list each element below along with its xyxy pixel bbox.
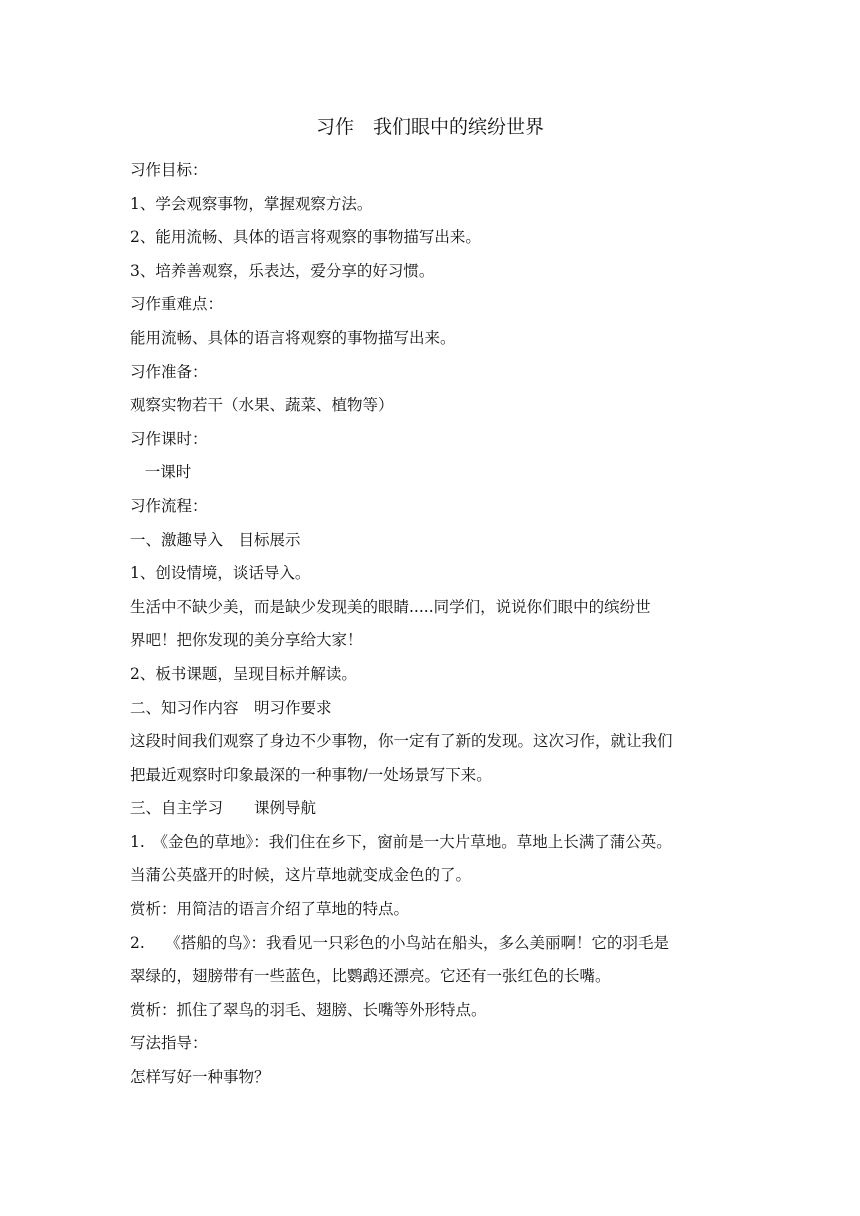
text-line: 赏析：用简洁的语言介绍了草地的特点。 [130, 900, 410, 919]
text-line: 一课时 [130, 463, 192, 482]
text-line: 翠绿的，翅膀带有一些蓝色，比鹦鹉还漂亮。它还有一张红色的长嘴。 [130, 967, 611, 986]
document-body [130, 154, 740, 1095]
text-line: 习作目标： [130, 161, 208, 179]
text-line: 这段时间我们观察了身边不少事物，你一定有了新的发现。这次习作，就让我们 [130, 732, 673, 751]
text-line: 能用流畅、具体的语言将观察的事物描写出来。 [130, 328, 456, 347]
text-line: 习作重难点： [130, 295, 224, 314]
text-line: 当蒲公英盛开的时候，这片草地就变成金色的了。 [130, 866, 472, 885]
text-line: 生活中不缺少美，而是缺少发现美的眼睛.....同学们，说说你们眼中的缤纷世 [130, 597, 651, 616]
document-title: 习作 我们眼中的缤纷世界 [315, 116, 544, 138]
text-line: 1、学会观察事物，掌握观察方法。 [130, 194, 373, 213]
text-line: 3、培养善观察，乐表达，爱分享的好习惯。 [130, 261, 435, 280]
text-line: 习作课时： [130, 429, 208, 448]
text-line: 2、板书课题，呈现目标并解读。 [130, 664, 357, 683]
text-line: 怎样写好一种事物？ [130, 1068, 270, 1087]
text-line: 界吧！把你发现的美分享给大家！ [130, 631, 363, 650]
text-line: 赏析：抓住了翠鸟的羽毛、翅膀、长嘴等外形特点。 [130, 1000, 487, 1019]
text-line: 把最近观察时印象最深的一种事物/一处场景写下来。 [130, 765, 492, 784]
text-line: 1. 《金色的草地》：我们住在乡下，窗前是一大片草地。草地上长满了蒲公英。 [130, 832, 672, 851]
text-line: 2、能用流畅、具体的语言将观察的事物描写出来。 [130, 228, 481, 247]
text-line: 二、知习作内容 明习作要求 [130, 698, 332, 717]
text-line: 习作流程： [130, 496, 208, 515]
text-line: 三、自主学习 课例导航 [130, 799, 317, 818]
text-line: 一、激趣导入 目标展示 [130, 530, 301, 549]
text-line: 2. 《搭船的鸟》：我看见一只彩色的小鸟站在船头，多么美丽啊！它的羽毛是 [130, 933, 669, 952]
text-line: 习作准备： [130, 362, 208, 381]
text-line: 观察实物若干（水果、蔬菜、植物等） [130, 396, 394, 415]
text-line: 1、创设情境，谈话导入。 [130, 564, 311, 583]
text-line: 写法指导： [130, 1034, 208, 1053]
